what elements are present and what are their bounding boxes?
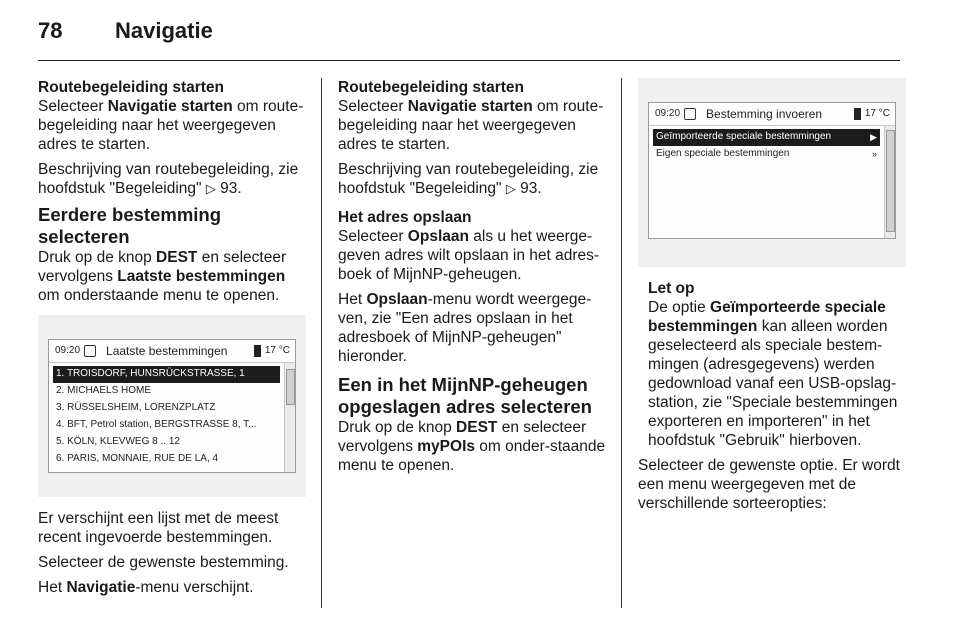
list-item: 3. RÜSSELSHEIM, LORENZPLATZ (56, 402, 216, 413)
paragraph: Er verschijnt een lijst met de meest recent ingevoerde bestemmingen. (38, 510, 279, 546)
paragraph: Het Navigatie-menu verschijnt. (38, 579, 254, 596)
note-heading: Let op (648, 280, 695, 297)
paragraph: Selecteer Navigatie starten om route-begeleiding naar het weergegeven adres te starten. (38, 98, 304, 153)
column-divider (621, 78, 622, 608)
chevron-right-icon: ▶ (870, 132, 877, 142)
paragraph: Beschrijving van routebegeleiding, zie hoofdstuk "Begeleiding" ▷ 93. (338, 161, 599, 197)
paragraph: Selecteer Opslaan als u het weerge-geven adres wilt opslaan in het adres-boek of MijnNP-geheugen. (338, 228, 600, 283)
screen-header (649, 103, 895, 126)
screen-figure (638, 78, 906, 267)
column-3 (638, 78, 906, 519)
note-box (648, 279, 906, 450)
paragraph: De optie Geïmporteerde speciale bestemmingen kan alleen worden geselecteerd als speciale bestem-mingen (adresgegevens) werden gedownload vanaf een USB-opslag-station, zie "Speciale bestemmingen exporteren en importeren" in het hoofdstuk "Gebruik" hierboven. (648, 299, 898, 449)
temperature: 17 °C (864, 108, 890, 119)
phone-icon (254, 345, 261, 357)
paragraph: Het Opslaan-menu wordt weergege-ven, zie "Een adres opslaan in het adresboek of MijnNP-geheugen" hieronder. (338, 291, 592, 365)
header-rule (38, 60, 900, 61)
list-item: 2. MICHAELS HOME (56, 385, 152, 396)
back-icon (84, 345, 96, 357)
scrollbar-thumb (886, 130, 895, 232)
subheading: Het adres opslaan (338, 209, 472, 226)
section-heading: Een in het MijnNP-geheugen opgeslagen adres selecteren (338, 374, 592, 417)
back-icon (684, 108, 696, 120)
list-item: 6. PARIS, MONNAIE, RUE DE LA, 4 (56, 453, 219, 464)
nav-screen (48, 339, 296, 473)
screen-figure (38, 315, 306, 497)
screen-title: Laatste bestemmingen (106, 344, 228, 358)
column-divider (321, 78, 322, 608)
chevron-right-icon: » (871, 149, 877, 159)
list-item: 5. KÖLN, KLEVWEG 8 .. 12 (56, 436, 180, 447)
nav-screen (648, 102, 896, 239)
clock: 09:20 (55, 345, 81, 356)
list-item: Geïmporteerde speciale bestemmingen ▶ (653, 129, 880, 146)
scrollbar (884, 126, 895, 238)
scrollbar (284, 363, 295, 472)
destination-list (49, 363, 284, 472)
paragraph: Druk op de knop DEST en selecteer vervolgens Laatste bestemmingen om onderstaande menu te openen. (38, 249, 287, 304)
page-number: 78 (38, 18, 63, 43)
temperature: 17 °C (264, 345, 290, 356)
screen-title: Bestemming invoeren (706, 107, 823, 121)
column-1 (38, 78, 306, 603)
section-heading: Eerdere bestemming selecteren (38, 204, 222, 247)
paragraph: Selecteer Navigatie starten om route-begeleiding naar het weergegeven adres te starten. (338, 98, 604, 153)
paragraph: Beschrijving van routebegeleiding, zie hoofdstuk "Begeleiding" ▷ 93. (38, 161, 299, 197)
screen-header (49, 340, 295, 363)
list-item: 4. BFT, Petrol station, BERGSTRASSE 8, T... (56, 419, 257, 430)
paragraph: Druk op de knop DEST en selecteer vervolgens myPOIs om onder-staande menu te openen. (338, 419, 606, 474)
option-list (649, 126, 884, 238)
page-ref-icon: ▷ (205, 181, 216, 196)
list-item: 1. TROISDORF, HUNSRÜCKSTRASSE, 1 (53, 366, 280, 383)
paragraph: Selecteer de gewenste optie. Er wordt een menu weergegeven met de verschillende sorteeropties: (638, 457, 900, 512)
subheading: Routebegeleiding starten (338, 79, 525, 96)
subheading: Routebegeleiding starten (38, 79, 225, 96)
page-section-title: Navigatie (115, 18, 213, 43)
scrollbar-thumb (286, 369, 295, 405)
column-2 (338, 78, 606, 481)
phone-icon (854, 108, 861, 120)
page-ref-icon: ▷ (505, 181, 516, 196)
paragraph: Selecteer de gewenste bestemming. (38, 554, 289, 571)
clock: 09:20 (655, 108, 681, 119)
list-item: Eigen speciale bestemmingen » (656, 148, 877, 159)
